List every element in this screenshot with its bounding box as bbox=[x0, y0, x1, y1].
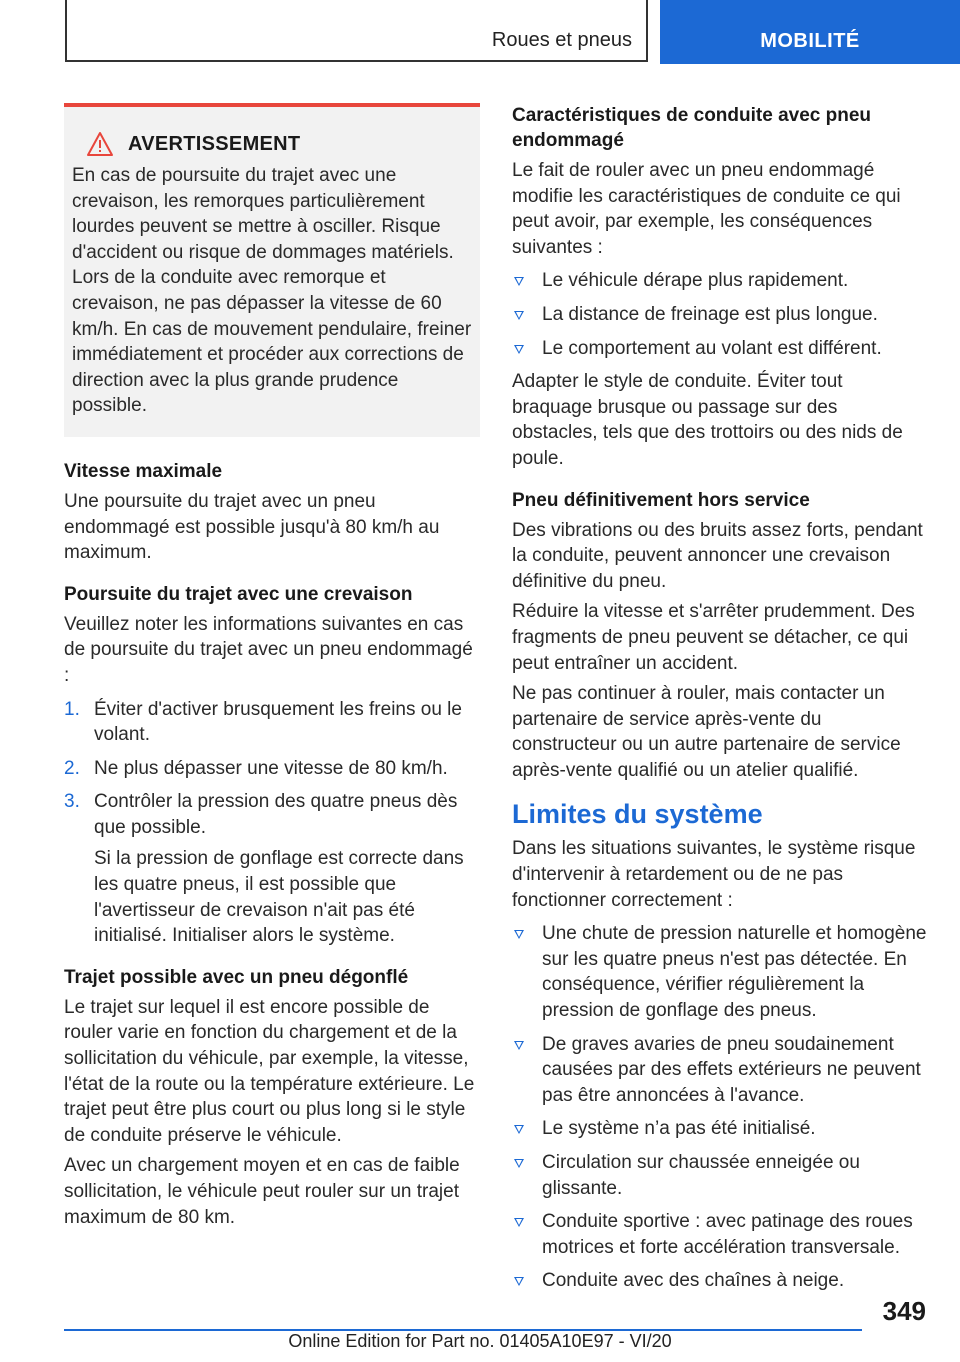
list-item bbox=[512, 921, 928, 1023]
bullet-triangle-icon bbox=[514, 1125, 524, 1134]
list-item bbox=[512, 1032, 928, 1109]
bullet-triangle-icon bbox=[514, 1277, 524, 1286]
step-text: Ne plus dépasser une vitesse de 80 km/h. bbox=[94, 757, 448, 779]
left-column bbox=[64, 103, 480, 1246]
out-of-service-title: Pneu définitivement hors service bbox=[512, 489, 810, 511]
section-continue bbox=[64, 582, 480, 949]
list-item bbox=[64, 756, 480, 782]
bullet-text: Circulation sur chaussée enneigée ou glissante. bbox=[542, 1152, 860, 1199]
list-item bbox=[64, 789, 480, 949]
step-number: 1. bbox=[64, 698, 80, 720]
bullet-triangle-icon bbox=[514, 345, 524, 354]
bullet-triangle-icon bbox=[514, 1159, 524, 1168]
page-number: 349 bbox=[882, 1296, 926, 1326]
list-item bbox=[512, 1116, 928, 1142]
limits-title: Limites du système bbox=[512, 799, 763, 830]
warning-triangle-icon bbox=[86, 131, 114, 157]
continue-intro: Veuillez noter les informations suivantes en cas de poursuite du trajet avec un pneu endommagé : bbox=[64, 613, 473, 686]
continue-steps bbox=[64, 697, 480, 949]
warning-title: AVERTISSEMENT bbox=[128, 132, 301, 155]
range-text-1: Le trajet sur lequel il est encore possible de rouler varie en fonction du chargement et de la sollicitation du véhicule, par exemple, la vitesse, l'état de la route ou la température extérieure. Le trajet peut être plus court ou plus long si le style de conduite préserve le véhicule. bbox=[64, 996, 475, 1146]
range-title: Trajet possible avec un pneu dégonflé bbox=[64, 966, 409, 988]
out-of-service-text-3: Ne pas continuer à rouler, mais contacter un partenaire de service après-vente du constructeur ou un autre partenaire de service après-vente qualifié ou un atelier qualifié. bbox=[512, 683, 901, 781]
bullet-text: Le système n’a pas été initialisé. bbox=[542, 1118, 816, 1140]
max-speed-text: Une poursuite du trajet avec un pneu endommagé est possible jusqu'à 80 km/h au maximum. bbox=[64, 490, 440, 564]
limits-intro: Dans les situations suivantes, le système risque d'intervenir à retardement ou de ne pas fonctionner correctement : bbox=[512, 838, 916, 911]
bullet-text: Le véhicule dérape plus rapidement. bbox=[542, 270, 849, 292]
max-speed-title: Vitesse maximale bbox=[64, 460, 223, 482]
footer-edition: Online Edition for Part no. 01405A10E97 - VI/20 bbox=[288, 1331, 672, 1351]
warning-header bbox=[86, 131, 472, 157]
bullet-triangle-icon bbox=[514, 930, 524, 939]
warning-box bbox=[64, 103, 480, 437]
continue-title: Poursuite du trajet avec une crevaison bbox=[64, 583, 413, 605]
section-title: Roues et pneus bbox=[491, 29, 632, 51]
list-item bbox=[64, 697, 480, 748]
driving-list bbox=[512, 268, 928, 361]
limits-list bbox=[512, 921, 928, 1294]
step-number: 3. bbox=[64, 791, 80, 813]
list-item bbox=[512, 302, 928, 328]
bullet-triangle-icon bbox=[514, 311, 524, 320]
step-number: 2. bbox=[64, 757, 80, 779]
bullet-text: Une chute de pression naturelle et homogène sur les quatre pneus n'est pas détectée. En conséquence, vérifier régulièrement la pression de gonflage des pneus. bbox=[542, 923, 927, 1022]
bullet-text: De graves avaries de pneu soudainement causées par des effets extérieurs ne peuvent pas être annoncées à l'avance. bbox=[542, 1033, 921, 1106]
bullet-text: Conduite sportive : avec patinage des roues motrices et forte accélération transversale. bbox=[542, 1211, 913, 1258]
right-column bbox=[512, 103, 928, 1310]
driving-intro: Le fait de rouler avec un pneu endommagé modifie les caractéristiques de conduite ce qui peut avoir, par exemple, les conséquences suivantes : bbox=[512, 160, 901, 258]
section-driving bbox=[512, 103, 928, 472]
list-item bbox=[512, 336, 928, 362]
driving-outro: Adapter le style de conduite. Éviter tout braquage brusque ou passage sur des obstacles, tels que des trottoirs ou des nids de poule. bbox=[512, 371, 903, 469]
list-item bbox=[512, 1209, 928, 1260]
bullet-triangle-icon bbox=[514, 1218, 524, 1227]
step-text: Éviter d'activer brusquement les freins ou le volant. bbox=[94, 698, 462, 746]
chapter-tab: MOBILITÉ bbox=[660, 0, 960, 64]
list-item bbox=[512, 1268, 928, 1294]
step-note: Si la pression de gonflage est correcte dans les quatre pneus, il est possible que l'avertisseur de crevaison n'ait pas été initialisé. Initialiser alors le système. bbox=[94, 848, 464, 947]
section-limits bbox=[512, 799, 928, 1294]
bullet-text: Conduite avec des chaînes à neige. bbox=[542, 1270, 845, 1292]
bullet-text: Le comportement au volant est différent. bbox=[542, 337, 882, 359]
section-range bbox=[64, 965, 480, 1230]
warning-text: En cas de poursuite du trajet avec une crevaison, les remorques particulièrement lourdes peuvent se mettre à osciller. Risque d'accident ou risque de dommages matériels. Lors de la conduite avec remorque et crevaison, ne pas dépasser la vitesse de 60 km/h. En cas de mouvement pendulaire, freiner immédiatement et procéder aux corrections de direction avec la plus grande prudence possible. bbox=[72, 165, 472, 417]
bullet-triangle-icon bbox=[514, 1041, 524, 1050]
section-max-speed bbox=[64, 459, 480, 566]
bullet-text: La distance de freinage est plus longue. bbox=[542, 303, 878, 325]
step-text: Contrôler la pression des quatre pneus dès que possible. bbox=[94, 791, 458, 838]
list-item bbox=[512, 268, 928, 294]
range-text-2: Avec un chargement moyen et en cas de faible sollicitation, le véhicule peut rouler sur un trajet maximum de 80 km. bbox=[64, 1155, 460, 1228]
driving-title: Caractéristiques de conduite avec pneu endommagé bbox=[512, 105, 872, 151]
out-of-service-text-1: Des vibrations ou des bruits assez forts, pendant la conduite, peuvent annoncer une crevaison définitive du pneu. bbox=[512, 519, 923, 592]
section-out-of-service bbox=[512, 488, 928, 784]
out-of-service-text-2: Réduire la vitesse et s'arrêter prudemment. Des fragments de pneu peuvent se détacher, ce qui peut entraîner un accident. bbox=[512, 601, 915, 674]
list-item bbox=[512, 1150, 928, 1201]
bullet-triangle-icon bbox=[514, 277, 524, 286]
